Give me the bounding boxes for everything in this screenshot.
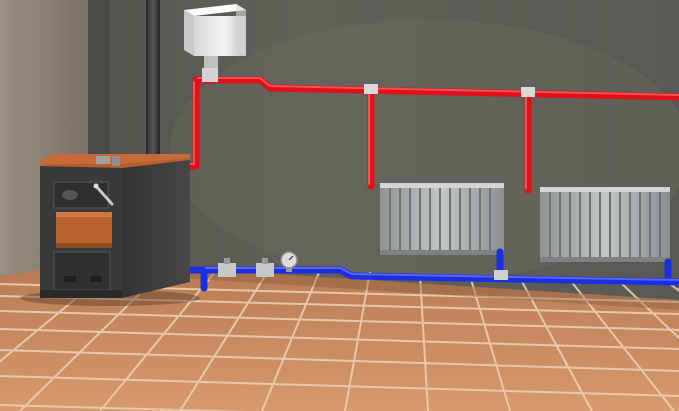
radiator bbox=[540, 187, 670, 262]
tank-tee bbox=[202, 68, 218, 82]
return-tee bbox=[494, 270, 508, 280]
chimney-flue bbox=[146, 0, 160, 162]
solid-fuel-boiler bbox=[20, 154, 200, 306]
radiator bbox=[380, 183, 504, 255]
supply-tee bbox=[521, 87, 535, 97]
supply-tee bbox=[364, 84, 378, 94]
